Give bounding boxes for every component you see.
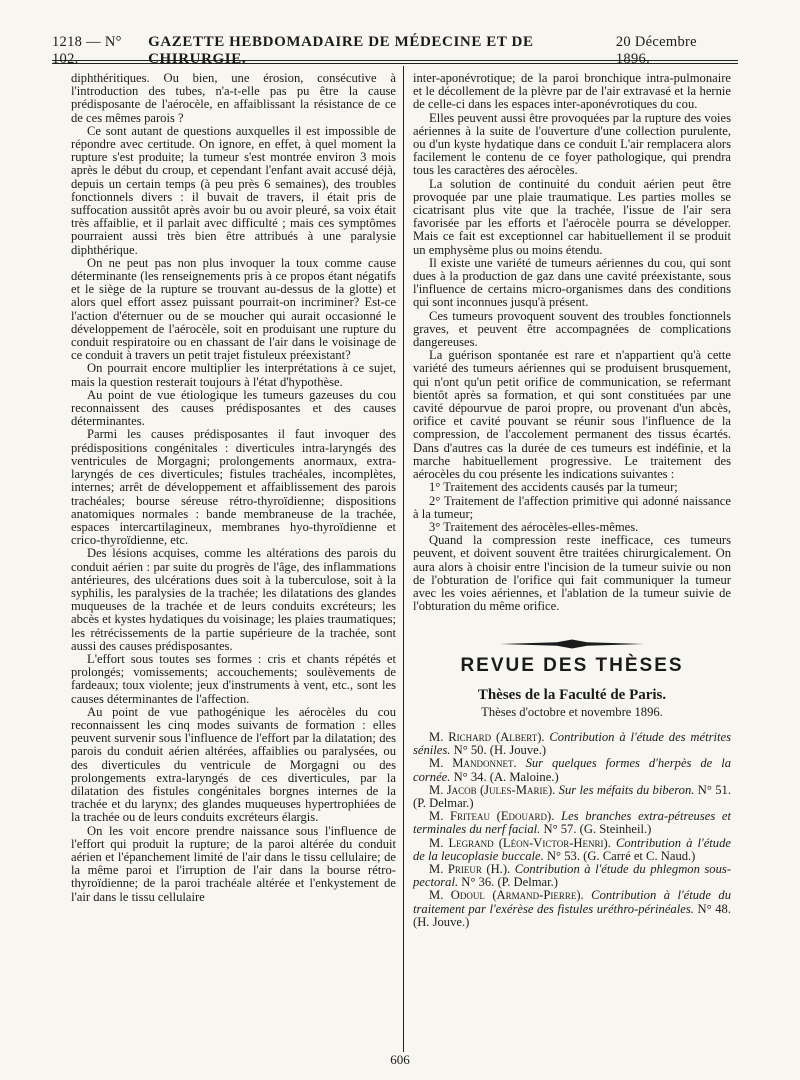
thesis-author: M. Richard (Albert). xyxy=(429,729,545,744)
thesis-author: M. Jacob (Jules-Marie). xyxy=(429,782,556,797)
left-column xyxy=(71,72,396,904)
paragraph: Elles peuvent aussi être provoquées par la rupture des voies aériennes à la suite de l'ouverture d'une collection purulente, ou d'un kyste hydatique dans ce conduit L'air remplacera alors facilement le contenu de ce foyer pathologique, qui prendra tous les caractères des aérocèles. xyxy=(413,110,731,178)
paragraph: Ces tumeurs provoquent souvent des troubles fonctionnels graves, et peuvent être accompagnées de complications dangereuses. xyxy=(413,308,731,350)
right-column xyxy=(413,72,731,929)
thesis-title: Contribution à l'étude du phlegmon sous-pectoral. xyxy=(413,861,731,890)
journal-title: GAZETTE HEBDOMADAIRE DE MÉDECINE ET DE CHIRURGIE. xyxy=(148,34,534,67)
paragraph: Parmi les causes prédisposantes il faut invoquer des prédispositions congénitales : diverticules intra-laryngés des ventricules de Morgagni; prolongements anormaux, extra-laryngés de ces diverticules; fistules trachéales, incomplètes, internes; arrêt de développement et affaiblissement des parois trachéales; bourse séreuse rétro-thyroïdienne; dispositions anatomiques normales : bande membraneuse de la trachée, espaces intercartilagineux, membranes hyo-thyroïdienne et crico-thyroïdienne, etc. xyxy=(71,427,396,548)
thesis-meta: N° 34. (A. Maloine.) xyxy=(453,769,559,784)
paragraph: Ce sont autant de questions auxquelles il est impossible de répondre avec certitude. On ignore, en effet, à quel moment la rupture s'est produite; la tumeur s'est montrée environ 3 mois après le début du croup, et cependant l'enfant avait accusé déjà, depuis un certain temps (à peu près 6 semaines), des troubles fonctionnels divers : il buvait de travers, il était pris de suffocation aussitôt après avoir bu ou avoir pleuré, sa voix était très affaiblie, et il parlait avec difficulté ; mais ces symptômes pourraient aussi très bien être attribués à une paralysie diphthérique. xyxy=(71,123,396,257)
thesis-author: M. Prieur (H.). xyxy=(429,861,511,876)
subsection-title: Thèses de la Faculté de Paris. xyxy=(477,686,667,703)
thesis-meta: N° 36. (P. Delmar.) xyxy=(461,875,558,890)
thesis-author: M. Mandonnet. xyxy=(429,756,517,771)
paragraph: L'effort sous toutes ses formes : cris et chants répétés et prolongés; vomissements; accouchements; soulèvements de fardeaux; toux violente; jeux d'instruments à vent, etc., sont les causes déterminantes de l'affection. xyxy=(71,651,396,706)
paragraph: Des lésions acquises, comme les altérations des parois du conduit aérien : par suite du progrès de l'âge, des inflammations antérieures, des ulcérations dues soit à la tuberculose, soit à la syphilis, les paralysies de la trachée; les dilatations des glandes muqueuses de la trachée et de leurs conduits excréteurs; les abcès et kystes hydatiques du voisinage; les plaies traumatiques; les rétrécissements de la partie supérieure de la trachée, sont aussi des causes prédisposantes. xyxy=(71,546,396,653)
running-header xyxy=(52,34,730,67)
thesis-entry xyxy=(413,731,731,757)
paragraph: On pourrait encore multiplier les interprétations à ce sujet, mais la question resterait toujours à l'état d'hypothèse. xyxy=(71,361,396,389)
thesis-meta: N° 51. (P. Delmar.) xyxy=(413,782,731,810)
paragraph: Au point de vue pathogénique les aérocèles du cou reconnaissent les cinq modes suivants de formation : elles peuvent survenir sous l'influence de l'effort par la dilatation; des parois du conduit aérien altérées, affaiblies ou paralysées, ou des diverticules du ventricule de Morgagni ou des prolongements extra-laryngés de ces diverticules, par la dilatation des fistules congénitales borgnes internes de la trachée et du larynx; des glandes muqueuses hypertrophiées de la trachée ou de leurs conduits excréteurs élargis. xyxy=(71,704,396,825)
thesis-meta: N° 48. (H. Jouve.) xyxy=(413,901,731,929)
thesis-title: Contribution à l'étude des métrites séniles. xyxy=(413,729,732,758)
thesis-author: M. Odoul (Armand-Pierre). xyxy=(429,888,584,903)
thesis-entry xyxy=(413,757,731,783)
thesis-entry xyxy=(413,810,731,836)
header-rule-double xyxy=(52,63,738,64)
list-item: 2° Traitement de l'affection primitive qui adonné naissance à la tumeur; xyxy=(413,493,731,521)
paragraph: La solution de continuité du conduit aérien peut être provoquée par une plaie traumatique. Les parties molles se cicatrisant plus vite que la trachée, l'issue de l'air sera favorisée par les efforts et l'aérocèle pourra se développer. Mais ce fait est exceptionnel car habituellement il se produit un emphysème plus ou moins étendu. xyxy=(413,176,731,257)
paragraph: La guérison spontanée est rare et n'appartient qu'à cette variété des tumeurs aériennes qui se produisent brusquement, qui n'ont qu'un petit orifice de communication, se refermant bientôt après sa formation, et qui sont constituées par une cavité dépourvue de paroi propre, ou provenant d'un abcès, orifice et cavité pouvant se réunir sous l'influence de la compression, de l'accolement permanent des tissus écartés. Dans d'autres cas la durée de ces tumeurs est indéfinie, et la marche habituellement progressive. Le traitement des aérocèles du cou présente les indications suivantes : xyxy=(413,348,731,482)
thesis-meta: N° 53. (G. Carré et C. Naud.) xyxy=(546,848,696,863)
column-separator xyxy=(403,66,404,1052)
thesis-title: Contribution à l'étude du traitement par l'exérèse des fistules uréthro-périnéales. xyxy=(413,888,731,916)
thesis-title: Les branches extra-pétreuses et terminales du nerf facial. xyxy=(413,809,731,837)
thesis-title: Sur quelques formes d'herpès de la cornée. xyxy=(413,756,731,784)
list-item: 3° Traitement des aérocèles-elles-mêmes. xyxy=(429,519,639,534)
paragraph: Il existe une variété de tumeurs aériennes du cou, qui sont dues à la production de gaz dans une cavité préexistante, sous l'influence de certains micro-organismes dans des conditions qui sont inconnues jusqu'à présent. xyxy=(413,255,731,310)
page-issue-number: 1218 — N° 102. xyxy=(52,34,122,67)
list-item: 1° Traitement des accidents causés par la tumeur; xyxy=(429,480,678,495)
thesis-entry xyxy=(413,837,731,863)
paragraph: inter-aponévrotique; de la paroi bronchique intra-pulmonaire et le décollement de la plèvre par de l'air extravasé et la hernie de celle-ci dans les espaces inter-aponévrotiques du cou. xyxy=(413,71,731,112)
paragraph: Au point de vue étiologique les tumeurs gazeuses du cou reconnaissent des causes prédisposantes et des causes déterminantes. xyxy=(71,387,396,429)
page-number: 606 xyxy=(390,1052,410,1067)
thesis-author: M. Friteau (Edouard). xyxy=(429,809,555,824)
paragraph: On ne peut pas non plus invoquer la toux comme cause déterminante (les renseignements pris à ce propos étant négatifs et le siège de la rupture se trouvant au-dessus de la glotte) et alors quel effort assez puissant pourrait-on incriminer? Est-ce l'action d'éternuer ou de se moucher qui aurait occasionné le développement de l'aérocèle, soit en produisant une rupture du conduit respiratoire ou en chassant de l'air dans le voisinage de ce conduit à travers un petit trajet fistuleux préexistant? xyxy=(71,255,396,363)
thesis-meta: N° 50. (H. Jouve.) xyxy=(453,743,547,758)
theses-list xyxy=(413,731,731,929)
thesis-entry xyxy=(413,863,731,889)
subsection-period: Thèses d'octobre et novembre 1896. xyxy=(481,704,663,719)
thesis-author: M. Legrand (Léon-Victor-Henri). xyxy=(429,835,611,850)
thesis-title: Contribution à l'étude de la leucoplasie buccale. xyxy=(413,835,731,863)
section-title: REVUE DES THÈSES xyxy=(460,655,684,677)
paragraph: Quand la compression reste inefficace, ces tumeurs peuvent, et doivent souvent être traitées chirurgicalement. On aura alors à choisir entre l'incision de la tumeur suivie ou non de l'obturation de l'orifice qui fait communiquer la tumeur avec les voies aériennes, et l'ablation de la tumeur suivie de l'obturation du même orifice. xyxy=(413,533,731,614)
issue-date: 20 Décembre 1896. xyxy=(615,34,697,67)
paragraph: On les voit encore prendre naissance sous l'influence de l'effort qui produit la rupture; de la paroi altérée du conduit aérien et l'épanchement limité de l'air dans le tissu cellulaire; de la même paroi et l'irruption de l'air dans la bourse rétro-thyroïdienne; de la paroi trachéale altérée et l'enkystement de l'air dans le tissu cellulaire xyxy=(71,823,396,904)
section-ornament xyxy=(497,639,647,649)
thesis-entry xyxy=(413,889,731,929)
paragraph: diphthéritiques. Ou bien, une érosion, consécutive à l'introduction des tubes, n'a-t-elle pas pu être la cause prédisposante de l'aérocèle, en affaiblissant la résistance de ce de ces mêmes parois ? xyxy=(71,71,396,125)
thesis-meta: N° 57. (G. Steinheil.) xyxy=(543,822,652,837)
thesis-title: Sur les méfaits du biberon. xyxy=(558,782,695,797)
thesis-entry xyxy=(413,784,731,810)
header-rule xyxy=(52,60,738,61)
